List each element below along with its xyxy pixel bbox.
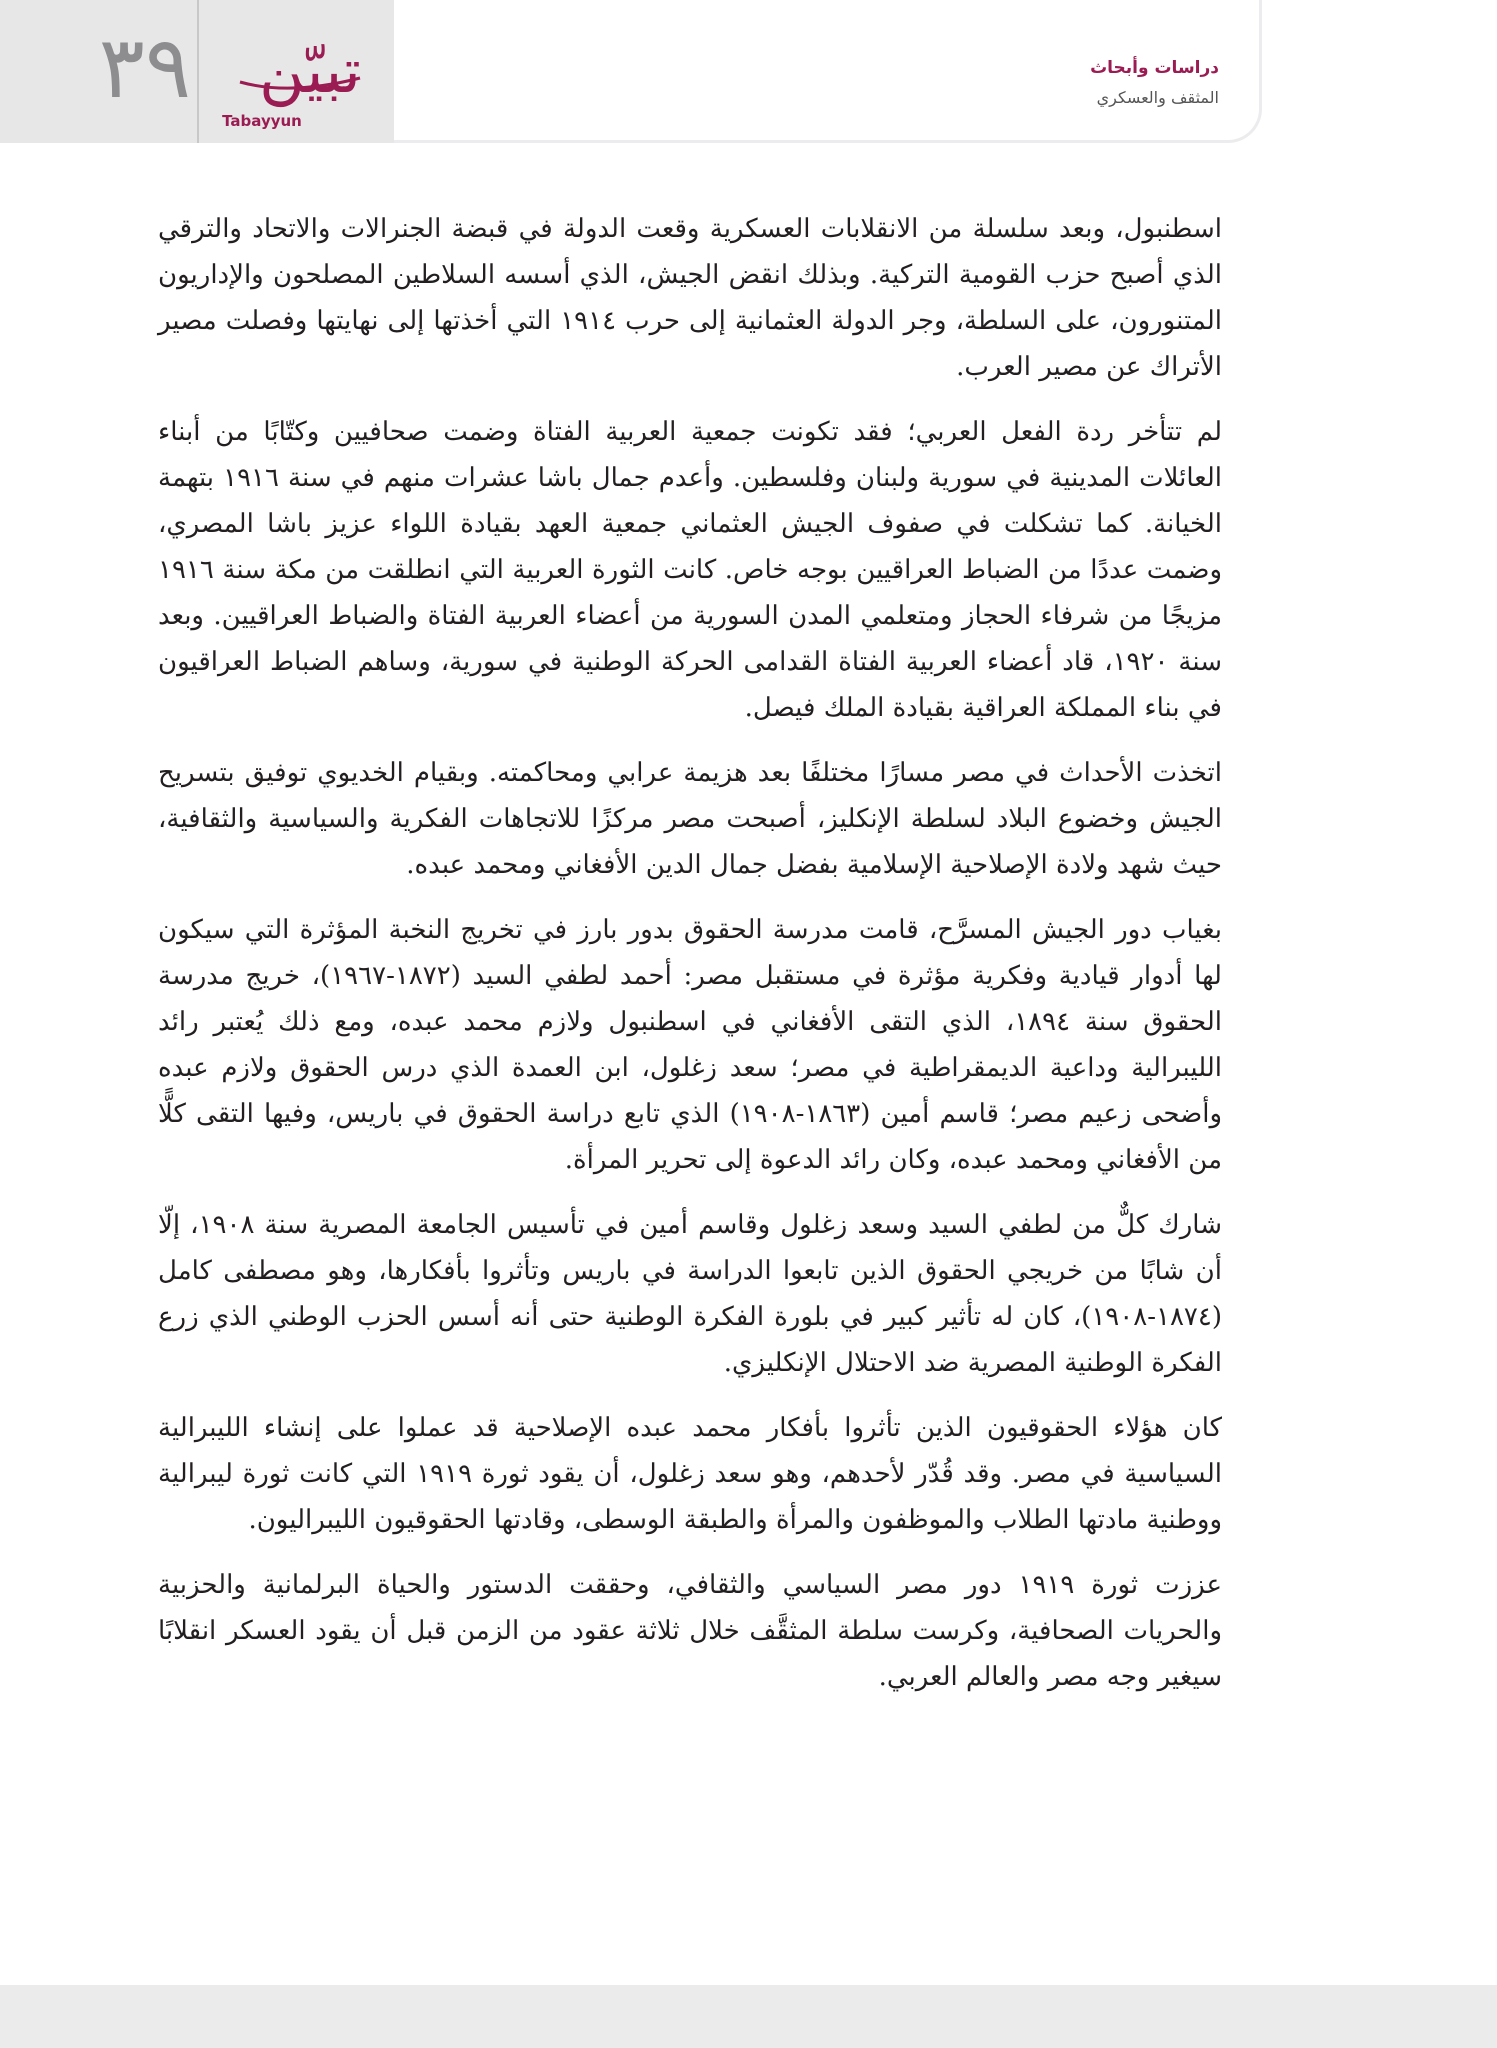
header-white-panel — [394, 0, 1262, 143]
tabayyun-logo — [210, 22, 386, 136]
footer-band — [0, 1985, 1497, 2048]
page-number: ٣٩ — [98, 18, 192, 118]
logo-latin-text: Tabayyun — [222, 112, 302, 130]
paragraph-1: اسطنبول، وبعد سلسلة من الانقلابات العسكرية وقعت الدولة في قبضة الجنرالات والاتحاد والترقي الذي أصبح حزب القومية التركية. وبذلك انقض الجيش، الذي أسسه السلاطين المصلحون والإداريون المتنورون، على السلطة، وجر الدولة العثمانية إلى حرب ١٩١٤ التي أخذتها إلى نهايتها وفصلت مصير الأتراك عن مصير العرب. — [158, 214, 1222, 382]
paragraph-7: عززت ثورة ١٩١٩ دور مصر السياسي والثقافي، وحققت الدستور والحياة البرلمانية والحزبية والحريات الصحافية، وكرست سلطة المثقَّف خلال ثلاثة عقود من الزمن قبل أن يقود العسكر انقلابًا سيغير وجه مصر والعالم العربي. — [158, 1570, 1222, 1692]
section-subtitle: المثقف والعسكري — [1096, 88, 1219, 107]
paragraph-6: كان هؤلاء الحقوقيون الذين تأثروا بأفكار محمد عبده الإصلاحية قد عملوا على إنشاء الليبرالية السياسية في مصر. وقد قُدّر لأحدهم، وهو سعد زغلول، أن يقود ثورة ١٩١٩ التي كانت ثورة ليبرالية ووطنية مادتها الطلاب والموظفون والمرأة والطبقة الوسطى، وقادتها الحقوقيون الليبراليون. — [158, 1413, 1222, 1535]
header-divider — [197, 0, 199, 143]
article-body — [158, 206, 1222, 1719]
logo-arabic-text: تبيّن — [259, 34, 361, 107]
section-title: دراسات وأبحاث — [1090, 58, 1219, 78]
header-gray-panel — [0, 0, 394, 143]
paragraph-3: اتخذت الأحداث في مصر مسارًا مختلفًا بعد هزيمة عرابي ومحاكمته. وبقيام الخديوي توفيق بتسريح الجيش وخضوع البلاد لسلطة الإنكليز، أصبحت مصر مركزًا للاتجاهات الفكرية والسياسية والثقافية، حيث شهد ولادة الإصلاحية الإسلامية بفضل جمال الدين الأفغاني ومحمد عبده. — [158, 758, 1222, 880]
paragraph-4: بغياب دور الجيش المسرَّح، قامت مدرسة الحقوق بدور بارز في تخريج النخبة المؤثرة التي سيكون لها أدوار قيادية وفكرية مؤثرة في مستقبل مصر: أحمد لطفي السيد (١٨٧٢-١٩٦٧)، خريج مدرسة الحقوق سنة ١٨٩٤، الذي التقى الأفغاني في اسطنبول ولازم محمد عبده، ومع ذلك يُعتبر رائد الليبرالية وداعية الديمقراطية في مصر؛ سعد زغلول، ابن العمدة الذي درس الحقوق ولازم عبده وأضحى زعيم مصر؛ قاسم أمين (١٨٦٣-١٩٠٨) الذي تابع دراسة الحقوق في باريس، وفيها التقى كلًّا من الأفغاني ومحمد عبده، وكان رائد الدعوة إلى تحرير المرأة. — [158, 915, 1222, 1175]
paragraph-2: لم تتأخر ردة الفعل العربي؛ فقد تكونت جمعية العربية الفتاة وضمت صحافيين وكتّابًا من أبناء العائلات المدينية في سورية ولبنان وفلسطين. وأعدم جمال باشا عشرات منهم في سنة ١٩١٦ بتهمة الخيانة. كما تشكلت في صفوف الجيش العثماني جمعية العهد بقيادة اللواء عزيز باشا المصري، وضمت عددًا من الضباط العراقيين بوجه خاص. كانت الثورة العربية التي انطلقت من مكة سنة ١٩١٦ مزيجًا من شرفاء الحجاز ومتعلمي المدن السورية من أعضاء العربية الفتاة والضباط العراقيين. وبعد سنة ١٩٢٠، قاد أعضاء العربية الفتاة القدامى الحركة الوطنية في سورية، وساهم الضباط العراقيون في بناء المملكة العراقية بقيادة الملك فيصل. — [158, 417, 1222, 723]
paragraph-5: شارك كلٌّ من لطفي السيد وسعد زغلول وقاسم أمين في تأسيس الجامعة المصرية سنة ١٩٠٨، إلّا أن شابًا من خريجي الحقوق الذين تابعوا الدراسة في باريس وتأثروا بأفكارها، وهو مصطفى كامل (١٨٧٤-١٩٠٨)، كان له تأثير كبير في بلورة الفكرة الوطنية حتى أنه أسس الحزب الوطني الذي زرع الفكرة الوطنية المصرية ضد الاحتلال الإنكليزي. — [158, 1210, 1222, 1378]
